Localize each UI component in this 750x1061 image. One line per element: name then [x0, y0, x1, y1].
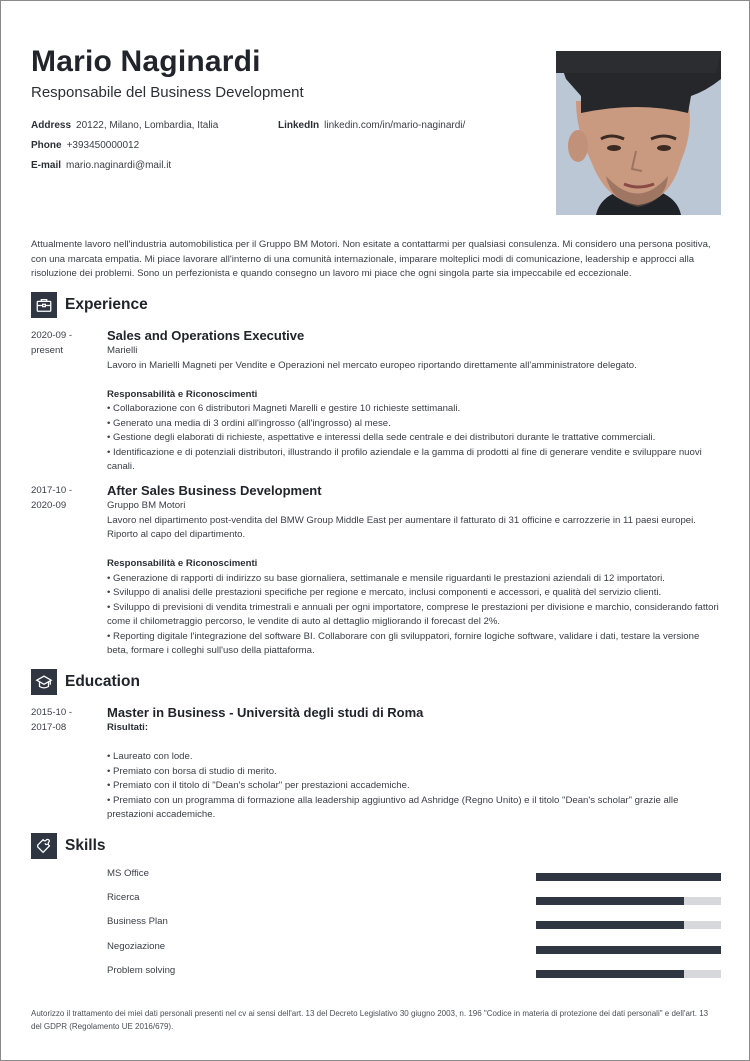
- bullet-item: • Premiato con borsa di studio di merito.: [107, 765, 277, 777]
- puzzle-icon: [31, 833, 57, 859]
- linkedin-value[interactable]: linkedin.com/in/mario-naginardi/: [324, 120, 466, 131]
- skill-name: MS Office: [107, 868, 149, 879]
- date-end: 2020-09: [31, 499, 67, 511]
- email-label: E-mail: [31, 160, 62, 171]
- bullet-item: • Generazione di rapporti di indirizzo su base giornaliera, settimanale e mensile riguardanti le prestazioni aziendali di 12 importatori.: [107, 572, 665, 584]
- skill-level-bar: [536, 946, 721, 954]
- contact-linkedin: [278, 120, 465, 131]
- degree-title: Master in Business - Università degli studi di Roma: [107, 705, 424, 720]
- skill-level-fill: [536, 897, 684, 905]
- email-value[interactable]: mario.naginardi@mail.it: [66, 160, 172, 171]
- entry-body: [107, 482, 721, 659]
- profile-summary: Attualmente lavoro nell'industria automobilistica per il Gruppo BM Motori. Non esitate a contattarmi per qualsiasi consulenza. Mi considero una persona positiva, con una marcata empatia. Mi piace lavorare all'interno di una comunità internazionale, imparare molteplici modi di comunicazione, leadership e approcci alla risoluzione dei problemi. Sono un perfezionista e quando consegno un lavoro mi piace che ogni singola parte sia impeccabile ed eccezionale.: [31, 239, 711, 279]
- skill-level-bar: [536, 970, 721, 978]
- skill-level-bar: [536, 873, 721, 881]
- section-experience-title: Experience: [65, 296, 148, 313]
- responsibilities-heading: Responsabilità e Riconoscimenti: [107, 558, 258, 569]
- contact-phone: [31, 140, 139, 151]
- responsibilities-heading: Responsabilità e Riconoscimenti: [107, 388, 258, 400]
- phone-label: Phone: [31, 140, 62, 151]
- date-start: 2017-10 -: [31, 485, 73, 496]
- job-title: After Sales Business Development: [107, 483, 322, 498]
- entry-body: [107, 704, 721, 823]
- bullet-item: • Laureato con lode.: [107, 751, 193, 762]
- skill-level-fill: [536, 873, 721, 881]
- candidate-role: Responsabile del Business Development: [31, 84, 304, 101]
- bullet-item: • Sviluppo di analisi delle prestazioni specifiche per regione e mercato, inclusi componenti e accessori, e qualità del servizio clienti.: [107, 587, 662, 598]
- bullet-item: • Gestione degli elaborati di richieste, aspettative e interessi della sede centrale e dei distributori durante le trattative commerciali.: [107, 432, 656, 443]
- results-heading: Risultati:: [107, 722, 149, 733]
- section-skills-header: [31, 833, 106, 859]
- briefcase-icon: [31, 292, 57, 318]
- job-description: Lavoro nel dipartimento post-vendita del BMW Group Middle East per aumentare il fatturato di 31 officine e carrozzerie in 11 paesi europei. Riporto al capo del dipartimento.: [107, 514, 696, 540]
- company-name: Marielli: [107, 345, 138, 356]
- skill-name: Problem solving: [107, 965, 176, 976]
- skill-level-fill: [536, 970, 684, 978]
- privacy-consent-footer: Autorizzo il trattamento dei miei dati personali presenti nel cv ai sensi dell'art. 13 del Decreto Legislativo 30 giugno 2003, n. 196 "Codice in materia di protezione dei dati personali" e dell'art. 13 del GDPR (Regolamento UE 2016/679).: [31, 1009, 709, 1031]
- bullet-item: • Generato una media di 3 ordini all'ingrosso (all'ingrosso) al mese.: [107, 417, 391, 429]
- person-portrait-icon: [556, 51, 721, 215]
- entry-body: [107, 327, 721, 475]
- bullet-item: • Premiato con il titolo di "Dean's scholar" per prestazioni accademiche.: [107, 780, 410, 791]
- bullet-item: • Identificazione e di potenziali distributori, illustrando il profilo aziendale e la gamma di prodotti al fine di generare vendite e sviluppare nuovi canali.: [107, 446, 702, 472]
- bullet-item: • Sviluppo di previsioni di vendita trimestrali e annuali per ogni importatore, comprese le prestazioni per divisione e marchio, considerando fattori come il chilometraggio percorso, le vendite di auto al dettaglio migliorando il forecast del 2%.: [107, 601, 719, 627]
- date-end: present: [31, 344, 63, 356]
- section-education-title: Education: [65, 673, 140, 690]
- skill-row: [107, 892, 721, 908]
- skill-row: [107, 965, 721, 981]
- contact-email: [31, 160, 171, 171]
- company-name: Gruppo BM Motori: [107, 500, 186, 511]
- candidate-name: Mario Naginardi: [31, 45, 261, 78]
- entry-dates: [31, 706, 101, 735]
- date-start: 2015-10 -: [31, 707, 73, 718]
- job-title: Sales and Operations Executive: [107, 328, 305, 343]
- skill-name: Business Plan: [107, 916, 168, 927]
- linkedin-label: LinkedIn: [278, 120, 320, 131]
- skill-level-fill: [536, 946, 721, 954]
- skill-row: [107, 916, 721, 932]
- contact-address: [31, 120, 218, 131]
- date-end: 2017-08: [31, 721, 67, 733]
- skill-row: [107, 868, 721, 884]
- job-description: Lavoro in Marielli Magneti per Vendite e Operazioni nel mercato europeo riportando direttamente all'amministratore delegato.: [107, 359, 637, 371]
- skill-level-bar: [536, 921, 721, 929]
- profile-photo: [556, 51, 721, 215]
- bullet-item: • Premiato con un programma di formazione alla leadership aggiuntivo ad Ashridge (Regno Unito) e il titolo "Dean's scholar" grazie alle prestazioni accademiche.: [107, 794, 679, 820]
- skill-name: Negoziazione: [107, 941, 166, 952]
- skill-row: [107, 941, 721, 957]
- section-skills-title: Skills: [65, 837, 106, 854]
- entry-dates: [31, 484, 101, 513]
- bullet-item: • Reporting digitale l'integrazione del software BI. Collaborare con gli sviluppatori, fornire logiche software, validare i dati, testare la versione beta, formare i colleghi sull'uso della piattaforma.: [107, 630, 700, 656]
- skill-level-bar: [536, 897, 721, 905]
- address-value: 20122, Milano, Lombardia, Italia: [76, 120, 219, 131]
- graduation-cap-icon: [31, 669, 57, 695]
- section-experience-header: [31, 292, 148, 318]
- section-education-header: [31, 669, 140, 695]
- bullet-item: • Collaborazione con 6 distributori Magneti Marelli e gestire 10 richieste settimanali.: [107, 403, 461, 414]
- address-label: Address: [31, 120, 72, 131]
- entry-dates: [31, 329, 101, 358]
- skill-level-fill: [536, 921, 684, 929]
- phone-value: +393450000012: [66, 140, 140, 151]
- date-start: 2020-09 -: [31, 330, 73, 341]
- skill-name: Ricerca: [107, 892, 140, 903]
